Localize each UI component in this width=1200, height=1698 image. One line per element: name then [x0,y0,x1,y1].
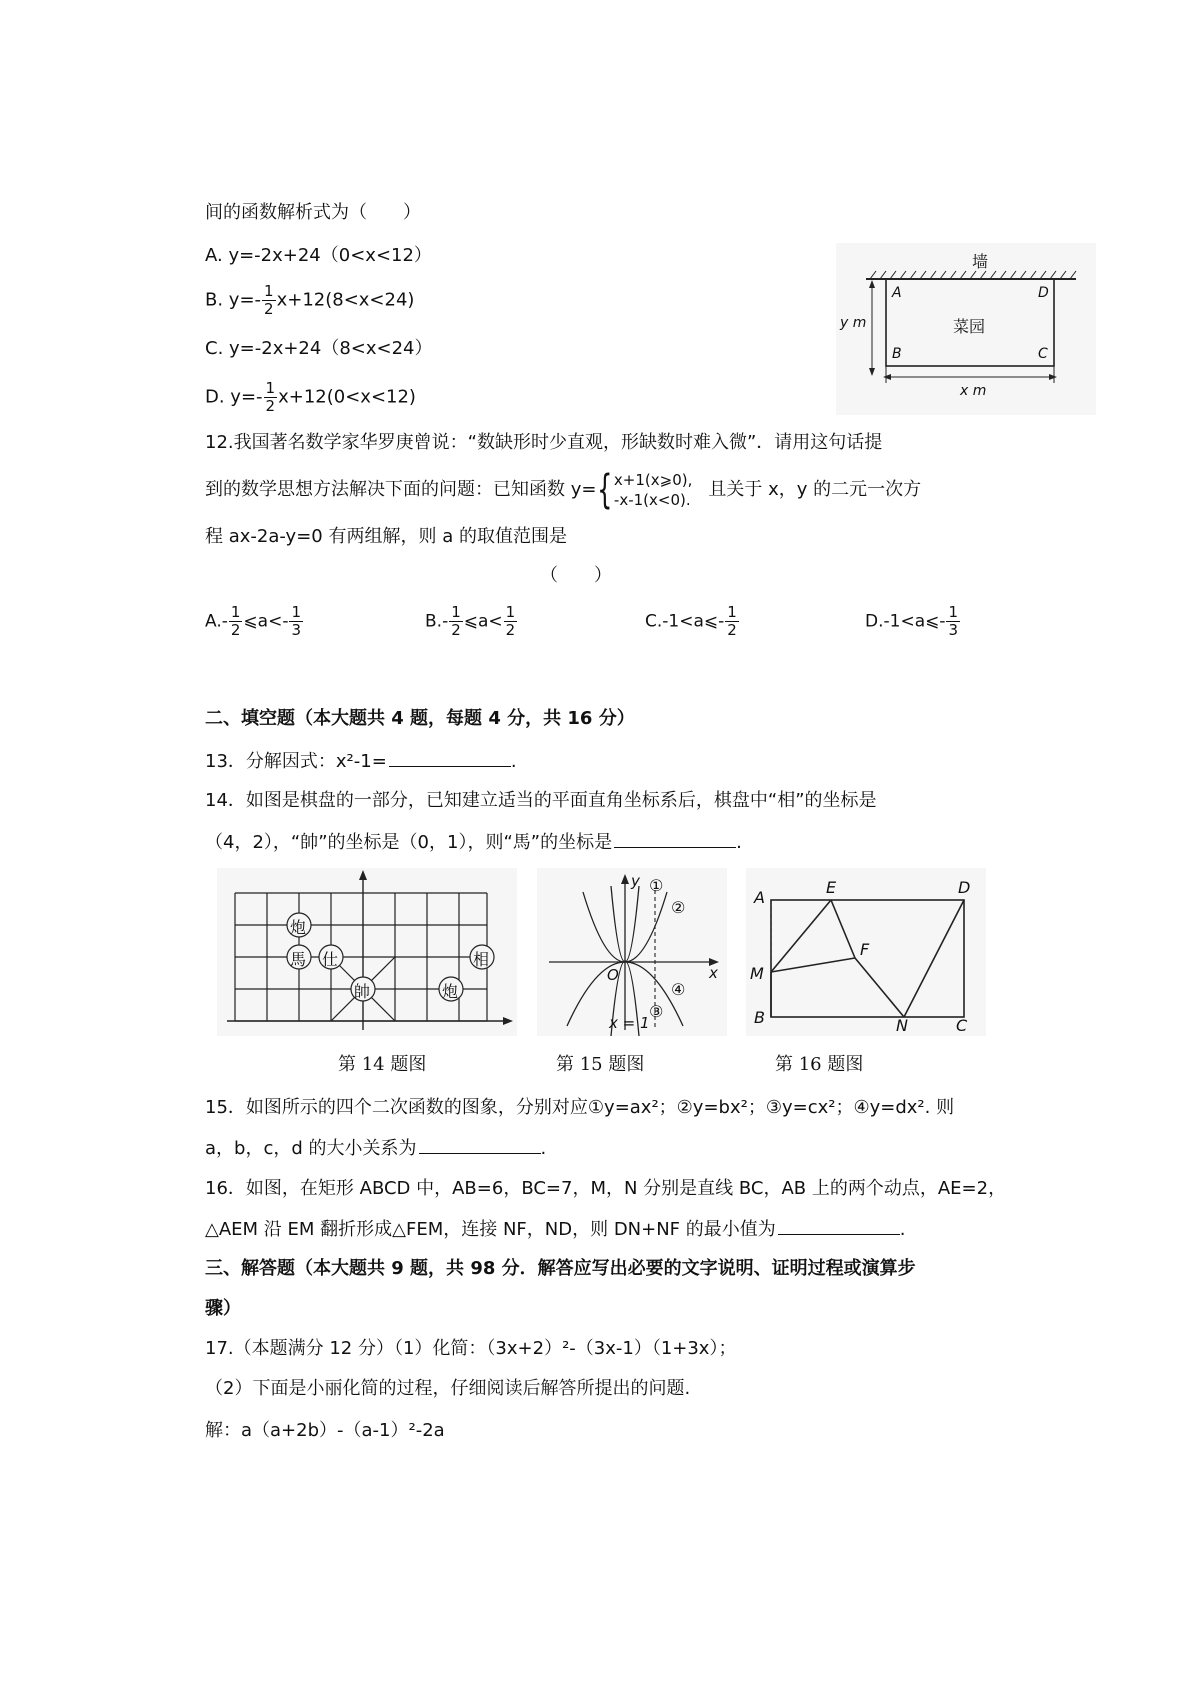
q16-line-2: △AEM 沿 EM 翻折形成△FEM，连接 NF，ND，则 DN+NF 的最小值为 . [205,1216,906,1243]
fraction: $\frac{1}{2}$ [265,379,276,415]
x-equals-1-label: x = 1 [609,1014,650,1032]
figure-14-caption: 第 14 题图 [338,1054,427,1075]
q17-line-1: 17.（本题满分 12 分）（1）化简：（3x+2）²-（3x-1）（1+3x）； [205,1338,737,1359]
chess-piece-shuai: 帥 [354,982,371,1001]
curve-3-label: ③ [649,1002,664,1021]
point-f-label: F [860,940,870,959]
piecewise-function: x+1(x⩾0), -x-1(x<0). [613,471,693,509]
point-d-label: D [1038,285,1049,301]
q17-line-2: （2）下面是小丽化简的过程，仔细阅读后解答所提出的问题. [205,1378,691,1399]
point-c-label: C [956,1016,968,1035]
point-n-label: N [896,1016,908,1035]
q15-line-2: a，b，c，d 的大小关系为 . [205,1135,546,1162]
figure-16-caption: 第 16 题图 [775,1054,864,1075]
answer-blank[interactable] [389,748,511,767]
q11-option-a: A. y=-2x+24（0<x<12） [205,245,432,266]
q11-option-b: B. y=- $\frac{1}{2}$ x+12(8<x<24) [205,282,415,318]
q12-line-1: 12.我国著名数学家华罗庚曾说：“数缺形时少直观，形缺数时难入微”．请用这句话提 [205,432,883,453]
fraction: $\frac{1}{2}$ [264,282,274,318]
brace: { [597,467,613,513]
answer-blank[interactable] [778,1216,900,1235]
point-c-label: C [1038,346,1048,362]
q12-line-3: 程 ax-2a-y=0 有两组解，则 a 的取值范围是 [205,526,567,547]
figure-15-caption: 第 15 题图 [556,1054,645,1075]
q11-stem-tail: 间的函数解析式为（ ） [205,202,421,223]
q12-option-d: D.-1<a⩽- $\frac{1}{3}$ [865,603,959,639]
section-2-heading: 二、填空题（本大题共 4 题，每题 4 分，共 16 分） [205,708,635,729]
garden-figure [836,243,1096,415]
point-e-label: E [826,878,837,897]
q14-line-1: 14．如图是棋盘的一部分，已知建立适当的平面直角坐标系后，棋盘中“相”的坐标是 [205,790,877,811]
curve-1-label: ① [649,876,664,895]
q17-line-3: 解：a（a+2b）-（a-1）²-2a [205,1420,445,1441]
chess-piece-shi: 仕 [322,950,339,969]
q12-option-c: C.-1<a⩽- $\frac{1}{2}$ [645,603,737,639]
chess-piece-ma: 馬 [290,950,307,969]
parabola-figure [537,868,727,1036]
q12-paren: （ ） [540,565,612,586]
q11-option-d: D. y=- $\frac{1}{2}$ x+12(0<x<12) [205,379,416,415]
point-b-label: B [892,346,902,362]
q12-option-a: A.- $\frac{1}{2}$ ⩽a<- $\frac{1}{3}$ [205,603,302,639]
q12-line-2: 到的数学思想方法解决下面的问题：已知函数 y= { x+1(x⩾0), -x-1(x<0). 且关于 x，y 的二元一次方 [205,467,922,513]
garden-label: 菜园 [953,317,986,336]
q16-line-1: 16．如图，在矩形 ABCD 中，AB=6，BC=7，M，N 分别是直线 BC，AB 上的两个动点，AE=2， [205,1178,1007,1199]
chessboard-figure [217,868,517,1036]
point-b-label: B [754,1008,765,1027]
curve-2-label: ② [671,898,686,917]
q12-option-b: B.- $\frac{1}{2}$ ⩽a< $\frac{1}{2}$ [425,603,516,639]
chess-piece-pao: 炮 [290,918,307,937]
curve-4-label: ④ [671,980,686,999]
point-a-label: A [754,888,765,907]
answer-blank[interactable] [419,1135,541,1154]
point-m-label: M [750,964,764,983]
section-3-heading-cont: 骤） [205,1298,241,1319]
q14-line-2: （4，2），“帥”的坐标是（0，1），则“馬”的坐标是 . [205,829,742,856]
chess-piece-xiang: 相 [473,950,490,969]
answer-blank[interactable] [614,829,736,848]
origin-label: O [607,966,619,984]
q11-option-c: C. y=-2x+24（8<x<24） [205,338,433,359]
y-length-label: y m [840,315,867,331]
point-a-label: A [892,285,902,301]
point-d-label: D [958,878,971,897]
y-axis-label: y [631,872,640,890]
rectangle-fold-figure [746,868,986,1036]
q15-line-1: 15．如图所示的四个二次函数的图象，分别对应①y=ax²；②y=bx²；③y=cx²；④y=dx². 则 [205,1097,955,1118]
q13: 13．分解因式：x²-1= . [205,748,517,775]
x-axis-label: x [709,964,718,982]
x-length-label: x m [960,383,987,399]
chess-piece-pao: 炮 [442,982,459,1001]
section-3-heading: 三、解答题（本大题共 9 题，共 98 分．解答应写出必要的文字说明、证明过程或演算步 [205,1258,916,1279]
wall-label: 墙 [972,252,989,271]
